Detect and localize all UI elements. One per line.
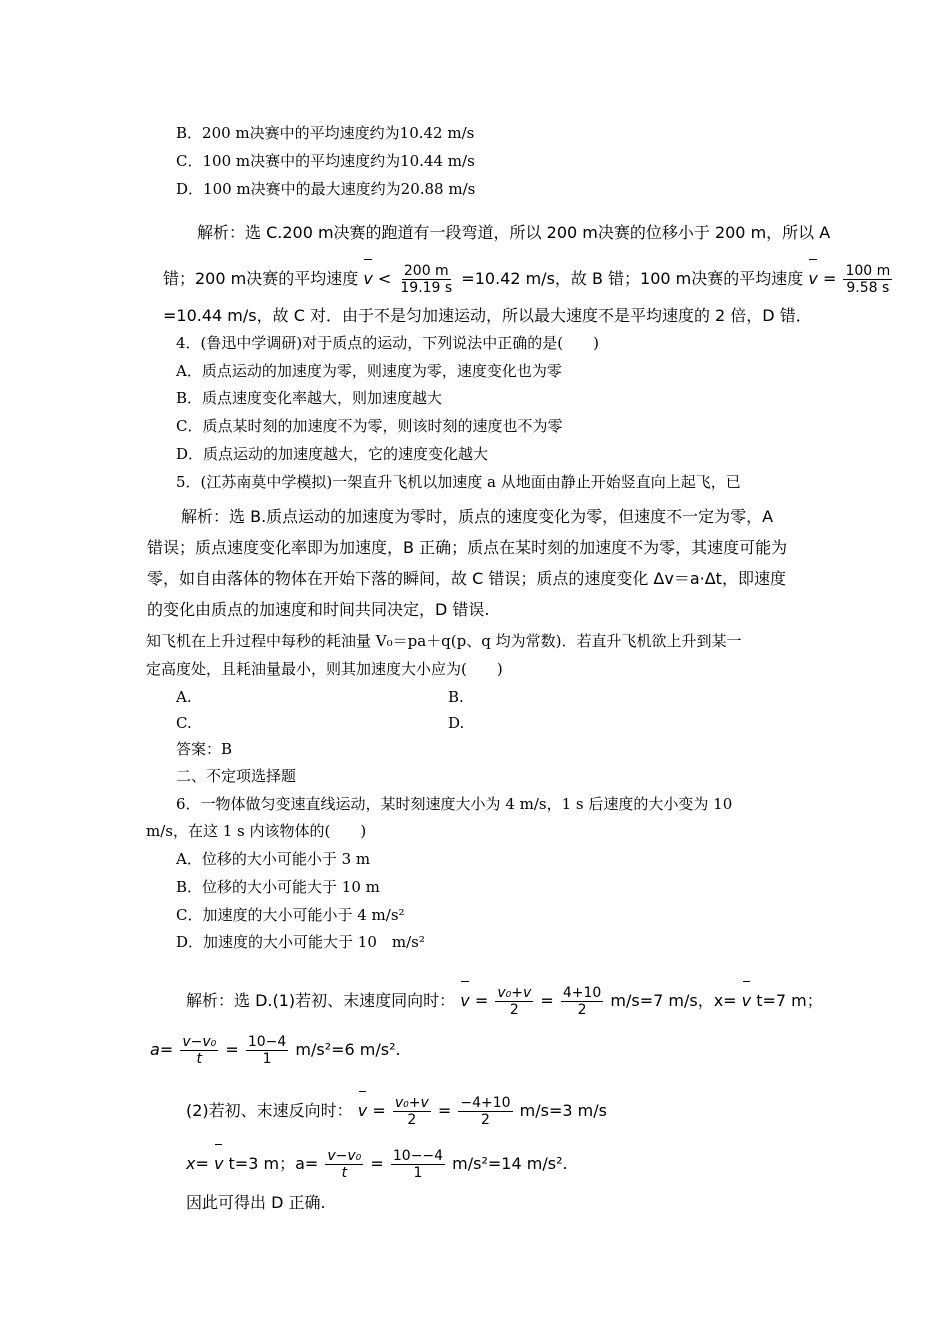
q3-fraction-100: [843, 263, 892, 296]
q6-solution-mid: t=3 m；a=: [228, 1154, 319, 1173]
q6-conclusion: 因此可得出 D 正确.: [186, 1193, 326, 1212]
q5-answer: 答案：B: [176, 740, 233, 758]
q6-fraction-v0-plus-v-2: [393, 1095, 431, 1128]
fraction-denominator: 2: [509, 1002, 519, 1018]
fraction-numerator: 10−−4: [392, 1148, 444, 1164]
fraction-denominator: t: [196, 1051, 203, 1067]
q6-displacement-label: x=: [186, 1154, 209, 1173]
section-heading: 二、不定项选择题: [176, 767, 297, 785]
q4-option-a: A．质点运动的加速度为零，则速度为零，速度变化也为零: [176, 362, 562, 380]
q6-fraction-10-minus-4: [246, 1034, 288, 1067]
q4-solution-line1: 解析：选 B.质点运动的加速度为零时，质点的速度变化为零，但速度不一定为零，A: [181, 507, 774, 526]
fraction-denominator: 2: [407, 1112, 417, 1128]
q4-solution-line2: 错误；质点速度变化率即为加速度，B 正确；质点在某时刻的加速度不为零，其速度可能为: [147, 538, 788, 557]
q4-option-c: C．质点某时刻的加速度不为零，则该时刻的速度也不为零: [176, 417, 563, 435]
fraction-numerator: −4+10: [460, 1095, 511, 1111]
q6-avg-velocity-symbol-2: v: [742, 980, 751, 1019]
fraction-numerator: v−v₀: [327, 1148, 362, 1164]
q3-equals: =: [822, 269, 837, 288]
q6-solution-prefix: 解析：选 D.(1)若初、末速度同向时：: [186, 991, 456, 1010]
q6-fraction-4-plus-10: [561, 985, 603, 1018]
fraction-denominator: 19.19 s: [400, 280, 453, 296]
q6-option-c: C．加速度的大小可能小于 4 m/s²: [176, 906, 405, 924]
q4-stem: 4．(鲁迅中学调研)对于质点的运动，下列说法中正确的是( ): [176, 334, 599, 352]
q4-solution-line4: 的变化由质点的加速度和时间共同决定，D 错误.: [147, 600, 490, 619]
q3-avg-velocity-symbol-2: v: [808, 258, 817, 297]
q6-solution-tail-2: t=7 m；: [756, 991, 823, 1010]
fraction-numerator: 10−4: [247, 1034, 287, 1050]
q3-avg-velocity-symbol: v: [363, 258, 372, 297]
fraction-numerator: v₀+v: [497, 985, 532, 1001]
fraction-denominator: 2: [480, 1112, 490, 1128]
fraction-numerator: 4+10: [562, 985, 602, 1001]
q6-avg-velocity-symbol: v: [460, 980, 469, 1019]
q5-option-d: D.: [448, 714, 465, 732]
q6-solution-tail: m/s²=14 m/s².: [452, 1154, 568, 1173]
q6-stem-line1: 6．一物体做匀变速直线运动，某时刻速度大小为 4 m/s，1 s 后速度的大小变为 10: [176, 795, 733, 813]
q5-option-a: A.: [176, 688, 192, 706]
q3-less-than: <: [377, 269, 392, 288]
q6-accel-label: a=: [150, 1040, 174, 1059]
fraction-denominator: t: [341, 1165, 348, 1181]
q3-solution-text-a: 错；200 m决赛的平均速度: [163, 269, 359, 288]
q6-option-d: D．加速度的大小可能大于 10 m/s²: [176, 933, 425, 951]
q6-stem-line2: m/s，在这 1 s 内该物体的( ): [146, 822, 367, 840]
q3-solution-line3: =10.44 m/s，故 C 对．由于不是匀加速运动，所以最大速度不是平均速度的 2 倍，D 错．: [163, 306, 812, 325]
q5-stem-line1: 5．(江苏南莫中学模拟)一架直升飞机以加速度 a 从地面由静止开始竖直向上起飞，已: [176, 473, 741, 491]
q6-fraction-v0-plus-v: [495, 985, 533, 1018]
q3-solution-line2: [163, 258, 894, 294]
q5-option-b: B.: [448, 688, 464, 706]
q6-solution-line2: [150, 1032, 401, 1068]
q6-fraction-v-minus-v0-2: [325, 1148, 363, 1181]
q3-solution-text-b: =10.42 m/s，故 B 错；100 m决赛的平均速度: [461, 269, 804, 288]
q6-equals: =: [370, 1154, 384, 1173]
q3-fraction-200: [398, 263, 454, 296]
q4-solution-line3: 零，如自由落体的物体在开始下落的瞬间，故 C 错误；质点的速度变化 Δv＝a·Δt，即速度: [147, 569, 786, 588]
q6-fraction-10-minus-neg4: [391, 1148, 445, 1181]
fraction-denominator: 9.58 s: [846, 280, 890, 296]
q5-stem-line2: 知飞机在上升过程中每秒的耗油量 V₀＝pa＋q(p、q 均为常数)．若直升飞机欲上升到某一: [146, 632, 742, 650]
q6-fraction-neg4-plus-10: [458, 1095, 512, 1128]
q6-solution-line3: [186, 1090, 607, 1126]
fraction-numerator: v−v₀: [182, 1034, 217, 1050]
q4-option-b: B．质点速度变化率越大，则加速度越大: [176, 389, 443, 407]
q6-equals: =: [437, 1101, 452, 1120]
q6-solution-line1: [186, 980, 823, 1016]
q5-option-c: C.: [176, 714, 192, 732]
q6-solution-prefix-2: (2)若初、末速反向时：: [186, 1101, 353, 1120]
q6-avg-velocity-symbol-3: v: [358, 1090, 367, 1129]
q3-option-c: C．100 m决赛中的平均速度约为10.44 m/s: [176, 152, 475, 170]
q6-equals: =: [372, 1101, 386, 1120]
q6-equals: =: [225, 1040, 239, 1059]
q6-avg-velocity-symbol-4: v: [214, 1143, 223, 1182]
q3-solution-line1: 解析：选 C.200 m决赛的跑道有一段弯道，所以 200 m决赛的位移小于 200 m，所以 A: [197, 223, 831, 242]
q5-stem-line3: 定高度处，且耗油量最小，则其加速度大小应为( ): [146, 660, 503, 678]
q6-solution-tail: m/s=3 m/s: [519, 1101, 607, 1120]
q6-solution-line4: [186, 1143, 568, 1179]
q4-option-d: D．质点运动的加速度越大，它的速度变化越大: [176, 445, 489, 463]
q6-option-a: A．位移的大小可能小于 3 m: [176, 850, 371, 868]
fraction-denominator: 1: [262, 1051, 272, 1067]
q3-option-b: B．200 m决赛中的平均速度约为10.42 m/s: [176, 124, 475, 142]
q6-fraction-v-minus-v0: [180, 1034, 218, 1067]
q6-option-b: B．位移的大小可能大于 10 m: [176, 878, 380, 896]
fraction-numerator: 200 m: [403, 263, 449, 279]
q3-option-d: D．100 m决赛中的最大速度约为20.88 m/s: [176, 180, 476, 198]
fraction-denominator: 1: [413, 1165, 423, 1181]
q6-equals: =: [474, 991, 489, 1010]
q6-solution-tail: m/s=7 m/s，x=: [610, 991, 737, 1010]
fraction-denominator: 2: [577, 1002, 587, 1018]
q6-equals: =: [540, 991, 554, 1010]
fraction-numerator: v₀+v: [394, 1095, 429, 1111]
fraction-numerator: 100 m: [845, 263, 891, 279]
q6-solution-tail: m/s²=6 m/s².: [295, 1040, 401, 1059]
